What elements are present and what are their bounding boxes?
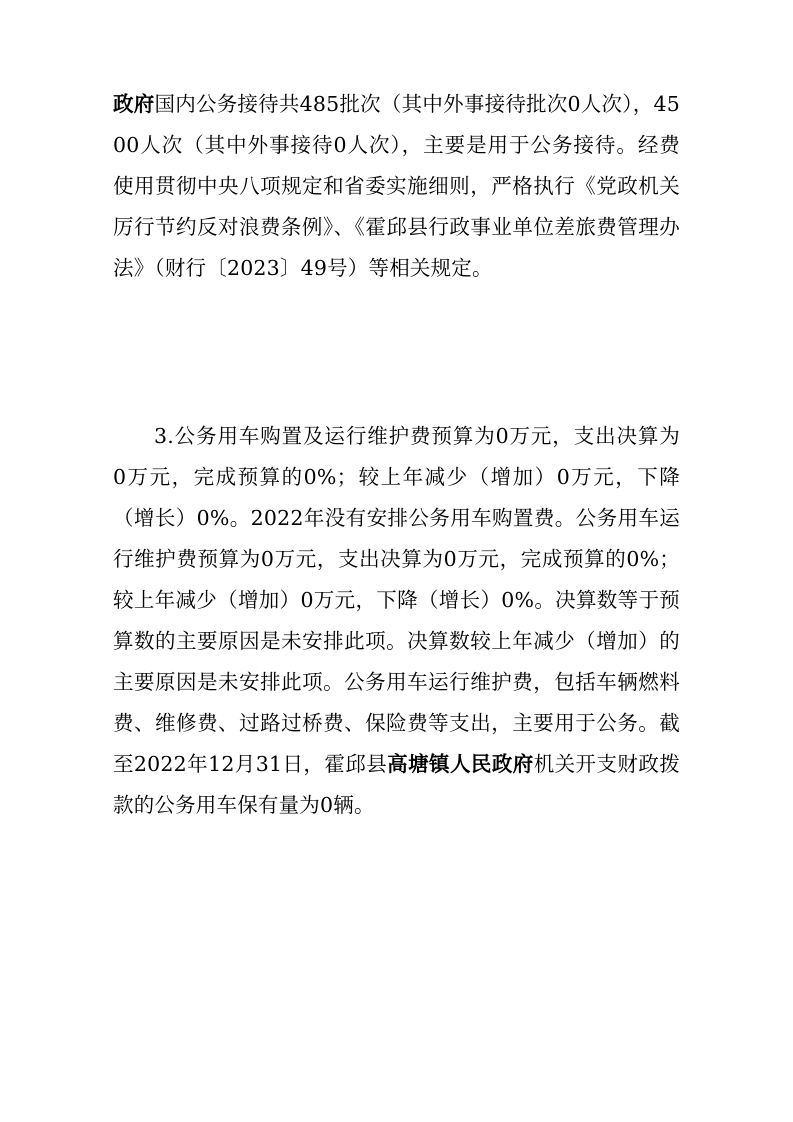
paragraph-vehicle-expense	[113, 416, 680, 826]
paragraph-run-body: 国内公务接待共485批次（其中外事接待批次0人次），4500人次（其中外事接待0人次），主要是用于公务接待。经费使用贯彻中央八项规定和省委实施细则，严格执行《党政机关厉行节约反对浪费条例》、《霍邱县行政事业单位差旅费管理办法》（财行〔2023〕49号）等相关规定。	[113, 92, 680, 280]
paragraph-run-bold-government: 政府	[113, 92, 155, 116]
document-body	[113, 84, 680, 826]
paragraph-run-bold-township-government: 高塘镇人民政府	[387, 752, 534, 776]
paragraph-travel-expense	[113, 84, 680, 289]
paragraph-spacer	[113, 289, 680, 416]
paragraph-run-body-lead: 3.公务用车购置及运行维护费预算为0万元，支出决算为 0万元，完成预算的0%；较上年减少（增加）0万元，下降（增长）0%。2022年没有安排公务用车购置费。公务用车运行维护费预算为0万元，支出决算为0万元，完成预算的0%；较上年减少（增加）0万元，下降（增长）0%。决算数等于预算数的主要原因是未安排此项。决算数较上年减少（增加）的主要原因是未安排此项。公务用车运行维护费，包括车辆燃料费、维修费、过路过桥费、保险费等支出，主要用于公务。截至2022年12月31日，霍邱县	[113, 424, 680, 776]
paragraph-run-body-tail: 机关开支财政拨款的公务用车保有量为0辆。	[113, 752, 680, 817]
